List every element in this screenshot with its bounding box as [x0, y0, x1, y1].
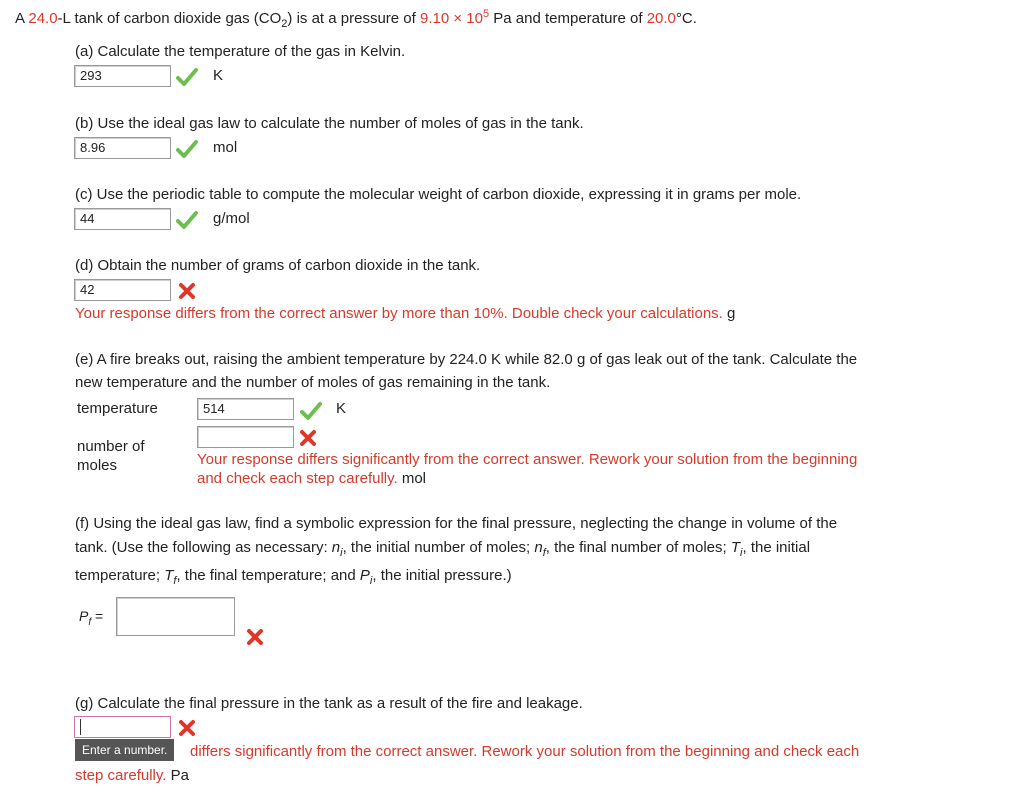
part-g-answer-input[interactable] [74, 716, 171, 738]
part-d-unit: g [727, 305, 736, 322]
text-caret [80, 719, 81, 735]
part-c-unit: g/mol [213, 210, 250, 227]
cross-icon [178, 282, 196, 300]
cross-icon [299, 429, 317, 447]
part-b-answer-input[interactable]: 8.96 [74, 137, 171, 159]
part-e-moles-input[interactable] [197, 426, 294, 448]
given-volume: 24.0 [28, 10, 58, 27]
part-g-prompt: (g) Calculate the final pressure in the tank as a result of the fire and leakage. [75, 695, 583, 712]
problem-statement: A 24.0-L tank of carbon dioxide gas $(CO_2)$ is at a pressure of $9.10 \times 10^5$ Pa and temperature of 20.0°C. [15, 8, 697, 30]
cross-icon [178, 719, 196, 737]
check-icon [176, 139, 198, 159]
part-e-prompt-line2: new temperature and the number of moles of gas remaining in the tank. [75, 374, 551, 391]
part-c-answer-input[interactable]: 44 [74, 208, 171, 230]
part-f-prompt-line3: temperature; $T_f$, the final temperature; and $P_i$, the initial pressure.) [75, 567, 512, 587]
part-f-pf-label: $P_f$ = [79, 608, 104, 628]
part-e-temperature-unit: K [336, 400, 347, 417]
part-b-prompt: (b) Use the ideal gas law to calculate the number of moles of gas in the tank. [75, 115, 584, 132]
given-temperature: 20.0 [646, 10, 676, 27]
part-d-feedback: Your response differs from the correct answer by more than 10%. Double check your calculations. g [75, 305, 736, 322]
enter-number-tooltip: Enter a number. [75, 739, 174, 761]
part-f-answer-input[interactable] [116, 597, 235, 636]
check-icon [176, 210, 198, 230]
check-icon [300, 401, 322, 421]
part-f-prompt-line2: tank. (Use the following as necessary: $n_i$, the initial number of moles; $n_f$, the final number of moles; $T_i$, the initial [75, 539, 811, 559]
part-g-feedback-line2: step carefully. Pa [75, 767, 189, 784]
part-e-moles-unit: mol [401, 470, 427, 487]
part-g-feedback-line1: differs significantly from the correct answer. Rework your solution from the beginning and check each [190, 743, 860, 760]
cross-icon [246, 628, 264, 646]
part-c-prompt: (c) Use the periodic table to compute the molecular weight of carbon dioxide, expressing it in grams per mole. [75, 186, 802, 203]
part-e-temperature-input[interactable]: 514 [197, 398, 294, 420]
part-d-answer-input[interactable]: 42 [74, 279, 171, 301]
part-g-unit: Pa [170, 767, 189, 784]
part-e-moles-label: number of moles [77, 438, 145, 474]
part-e-prompt-line1: (e) A fire breaks out, raising the ambient temperature by 224.0 K while 82.0 g of gas leak out of the tank. Calculate the [75, 351, 858, 368]
part-a-answer-input[interactable]: 293 [74, 65, 171, 87]
given-pressure: $9.10 \times 10^5$ [419, 8, 490, 27]
part-d-prompt: (d) Obtain the number of grams of carbon dioxide in the tank. [75, 257, 481, 274]
part-f-prompt-line1: (f) Using the ideal gas law, find a symbolic expression for the final pressure, neglecting the change in volume of the [75, 515, 838, 532]
check-icon [176, 67, 198, 87]
part-a-prompt: (a) Calculate the temperature of the gas in Kelvin. [75, 43, 406, 60]
part-a-unit: K [213, 67, 224, 84]
part-b-unit: mol [213, 139, 238, 156]
part-e-temperature-label: temperature [77, 400, 158, 417]
part-e-moles-feedback: Your response differs significantly from the correct answer. Rework your solution from the beginning and check each step carefully. mol [197, 451, 858, 487]
